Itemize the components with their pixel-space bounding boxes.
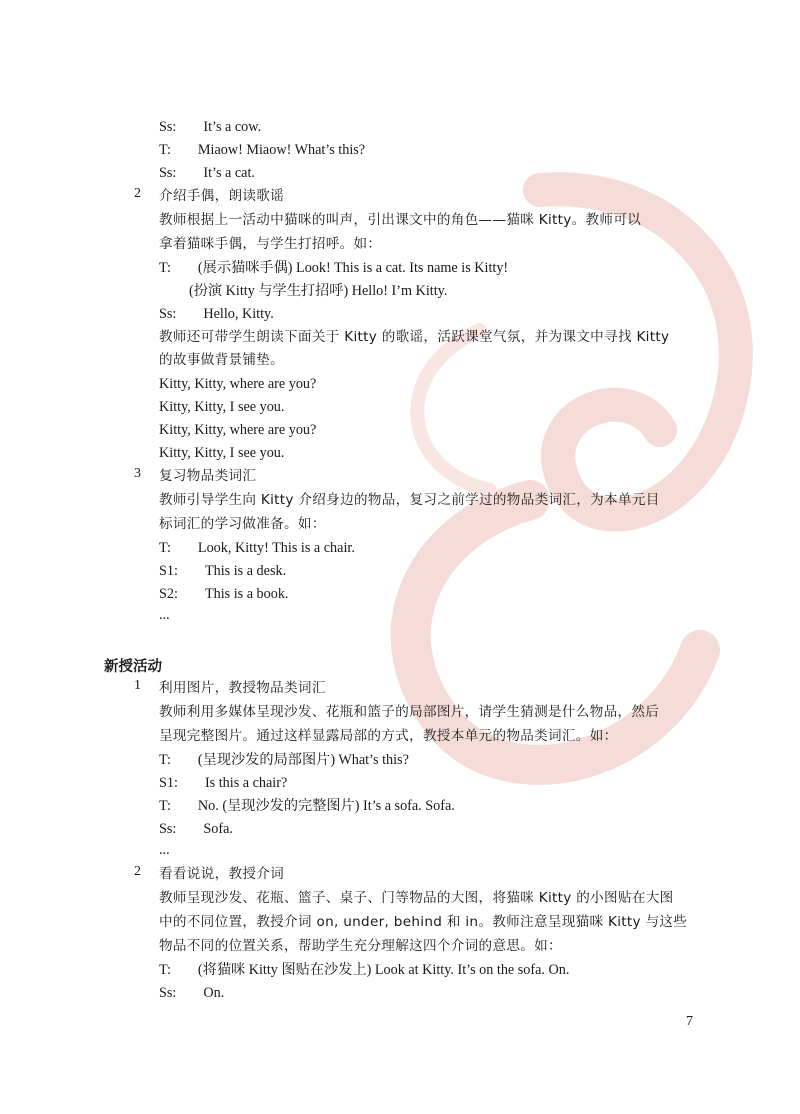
dialog-text: (呈现沙发的局部图片) What’s this?	[197, 752, 409, 768]
dialog-text: Hello, Kitty.	[203, 306, 274, 322]
dialog-text: It’s a cat.	[203, 165, 255, 181]
speaker-label: T:	[159, 962, 171, 978]
ellipsis: ...	[159, 607, 170, 623]
speaker-label: T:	[159, 142, 171, 158]
dialog-line	[159, 983, 224, 1003]
dialog-line	[159, 117, 261, 137]
speaker-label: Ss:	[159, 306, 177, 322]
paragraph-line: 的故事做背景铺垫。	[159, 352, 285, 368]
ellipsis: ...	[159, 842, 170, 858]
item-title: 介绍手偶，朗读歌谣	[159, 188, 285, 204]
paragraph-line: 教师根据上一活动中猫咪的叫声，引出课文中的角色——猫咪 Kitty。教师可以	[159, 212, 642, 228]
dialog-text: (展示猫咪手偶) Look! This is a cat. Its name is Kitty!	[197, 260, 509, 276]
speaker-label: Ss:	[159, 985, 177, 1001]
dialog-line	[159, 140, 365, 160]
dialog-line	[159, 163, 255, 183]
dialog-text: Look, Kitty! This is a chair.	[197, 540, 355, 556]
item-title: 利用图片，教授物品类词汇	[159, 680, 326, 696]
dialog-line	[159, 960, 569, 980]
dialog-line	[159, 584, 288, 604]
paragraph-line: 教师引导学生向 Kitty 介绍身边的物品，复习之前学过的物品类词汇，为本单元目	[159, 492, 660, 508]
speaker-label: Ss:	[159, 165, 177, 181]
item-number: 1	[134, 678, 141, 693]
rhyme-line: Kitty, Kitty, where are you?	[159, 422, 317, 438]
speaker-label: T:	[159, 798, 171, 814]
dialog-line	[159, 796, 455, 816]
dialog-text: Sofa.	[203, 821, 233, 837]
paragraph-line: 教师还可带学生朗读下面关于 Kitty 的歌谣，活跃课堂气氛，并为课文中寻找 Kitty	[159, 329, 670, 345]
paragraph-line: 物品不同的位置关系，帮助学生充分理解这四个介词的意思。如：	[159, 938, 562, 954]
dialog-line	[159, 304, 274, 324]
dialog-line	[159, 538, 355, 558]
dialog-text: This is a desk.	[204, 563, 287, 579]
dialog-text: This is a book.	[204, 586, 289, 602]
dialog-line: (扮演 Kitty 与学生打招呼) Hello! I’m Kitty.	[189, 283, 448, 299]
dialog-text: It’s a cow.	[203, 119, 262, 135]
item-number: 3	[134, 466, 141, 481]
paragraph-line: 呈现完整图片。通过这样显露局部的方式，教授本单元的物品类词汇。如：	[159, 728, 618, 744]
dialog-line	[159, 258, 508, 278]
speaker-label: T:	[159, 752, 171, 768]
item-number: 2	[134, 864, 141, 879]
dialog-text: On.	[203, 985, 225, 1001]
dialog-line	[159, 561, 286, 581]
paragraph-line: 教师呈现沙发、花瓶、篮子、桌子、门等物品的大图，将猫咪 Kitty 的小图贴在大图	[159, 890, 674, 906]
dialog-text: (将猫咪 Kitty 图贴在沙发上) Look at Kitty. It’s on the sofa. On.	[197, 962, 570, 978]
page-number: 7	[686, 1014, 693, 1029]
rhyme-line: Kitty, Kitty, where are you?	[159, 376, 317, 392]
dialog-text: Is this a chair?	[204, 775, 288, 791]
speaker-label: T:	[159, 540, 171, 556]
item-title: 看看说说，教授介词	[159, 866, 285, 882]
paragraph-line: 中的不同位置，教授介词 on, under, behind 和 in。教师注意呈现猫咪 Kitty 与这些	[159, 914, 688, 930]
speaker-label: S1:	[159, 775, 178, 791]
speaker-label: S2:	[159, 586, 178, 602]
dialog-line	[159, 819, 233, 839]
paragraph-line: 教师利用多媒体呈现沙发、花瓶和篮子的局部图片，请学生猜测是什么物品，然后	[159, 704, 660, 720]
speaker-label: Ss:	[159, 821, 177, 837]
speaker-label: S1:	[159, 563, 178, 579]
speaker-label: T:	[159, 260, 171, 276]
item-title: 复习物品类词汇	[159, 468, 257, 484]
paragraph-line: 标词汇的学习做准备。如：	[159, 516, 326, 532]
dialog-line	[159, 750, 409, 770]
section-heading: 新授活动	[104, 659, 162, 675]
rhyme-line: Kitty, Kitty, I see you.	[159, 445, 285, 461]
dialog-text: Miaow! Miaow! What’s this?	[197, 142, 366, 158]
paragraph-line: 拿着猫咪手偶，与学生打招呼。如：	[159, 236, 382, 252]
item-number: 2	[134, 186, 141, 201]
dialog-text: No. (呈现沙发的完整图片) It’s a sofa. Sofa.	[197, 798, 455, 814]
dialog-line	[159, 773, 287, 793]
speaker-label: Ss:	[159, 119, 177, 135]
rhyme-line: Kitty, Kitty, I see you.	[159, 399, 285, 415]
